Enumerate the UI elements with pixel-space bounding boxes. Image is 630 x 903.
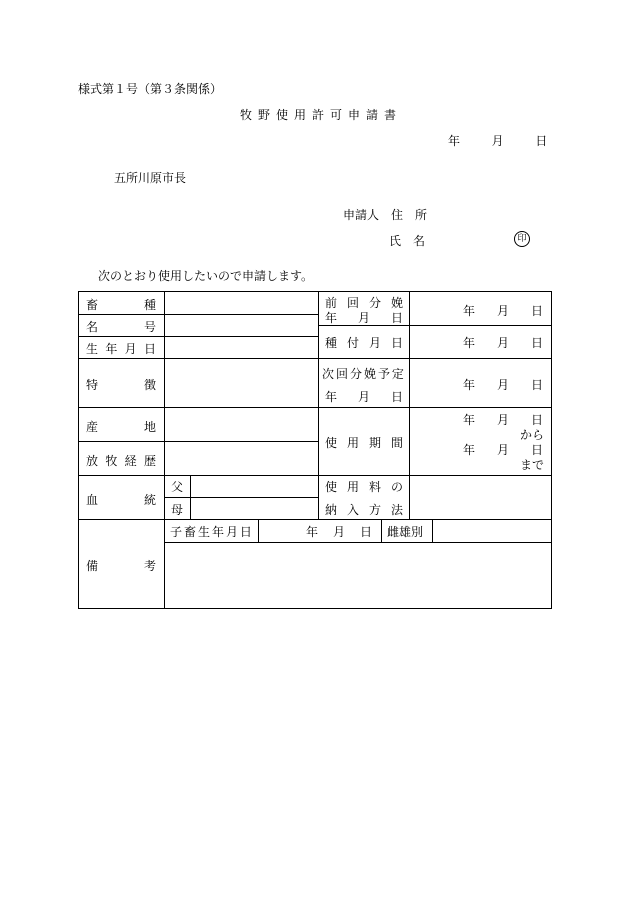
label-birth-date: 生 年 月 日 <box>86 342 156 356</box>
label-insemination-date: 種 付 月 日 <box>325 336 403 350</box>
label-mother: 母 <box>171 503 184 517</box>
row-divider <box>164 542 552 543</box>
next-calving-ymd: 年 月 日 <box>463 378 543 392</box>
usage-from-ymd: 年 月 日 <box>463 413 543 427</box>
row-divider <box>78 475 552 476</box>
row-divider <box>78 358 552 359</box>
label-usage-period: 使 用 期 間 <box>325 436 403 450</box>
insemination-ymd: 年 月 日 <box>463 336 543 350</box>
row-divider <box>164 497 318 498</box>
label-offspring-birth: 子 畜 生 年 月 日 <box>170 525 252 539</box>
label-breed: 畜 種 <box>86 298 156 312</box>
label-grazing-history: 放 牧 経 歴 <box>86 454 156 468</box>
label-sex: 雌雄別 <box>387 525 424 539</box>
label-prev-calving: 前 回 分 娩 <box>325 296 403 310</box>
label-prev-calving-date: 年 月 日 <box>325 311 403 325</box>
label-next-calving: 次 回 分 娩 予 定 <box>322 367 404 381</box>
row-divider <box>78 441 318 442</box>
application-date <box>448 132 547 149</box>
prev-calving-ymd: 年 月 日 <box>463 304 543 318</box>
usage-until-ymd: 年 月 日 <box>463 443 543 457</box>
label-name-no: 名 号 <box>86 320 156 334</box>
usage-until-label: まで <box>520 458 545 472</box>
label-fee-payment-1: 使 用 料 の <box>325 480 403 494</box>
label-remarks: 備 考 <box>86 559 156 573</box>
label-lineage: 血 統 <box>86 493 156 507</box>
seal-icon: 印 <box>514 231 530 247</box>
document-title: 牧野使用許可申請書 <box>240 108 403 122</box>
date-year: 年 <box>448 134 461 148</box>
row-divider <box>78 519 552 520</box>
col-divider <box>164 291 165 609</box>
form-number: 様式第１号（第３条関係） <box>78 82 223 96</box>
row-divider <box>78 336 318 337</box>
label-features: 特 徴 <box>86 378 156 392</box>
applicant-address-label: 申請人 住 所 <box>343 208 428 222</box>
col-divider <box>381 519 382 542</box>
usage-from-label: から <box>520 428 545 442</box>
label-fee-payment-2: 納 入 方 法 <box>325 503 403 517</box>
label-next-calving-date: 年 月 日 <box>325 390 403 404</box>
date-month: 月 <box>491 134 504 148</box>
intro-text: 次のとおり使用したいので申請します。 <box>98 269 314 283</box>
label-origin: 産 地 <box>86 420 156 434</box>
col-divider <box>432 519 433 542</box>
row-divider <box>78 407 552 408</box>
date-day: 日 <box>535 134 548 148</box>
applicant-name-label: 氏 名 <box>389 234 426 248</box>
label-father: 父 <box>171 480 184 494</box>
addressee: 五所川原市長 <box>114 171 187 185</box>
col-divider <box>258 519 259 542</box>
row-divider <box>78 314 318 315</box>
offspring-ymd: 年 月 日 <box>306 525 372 539</box>
